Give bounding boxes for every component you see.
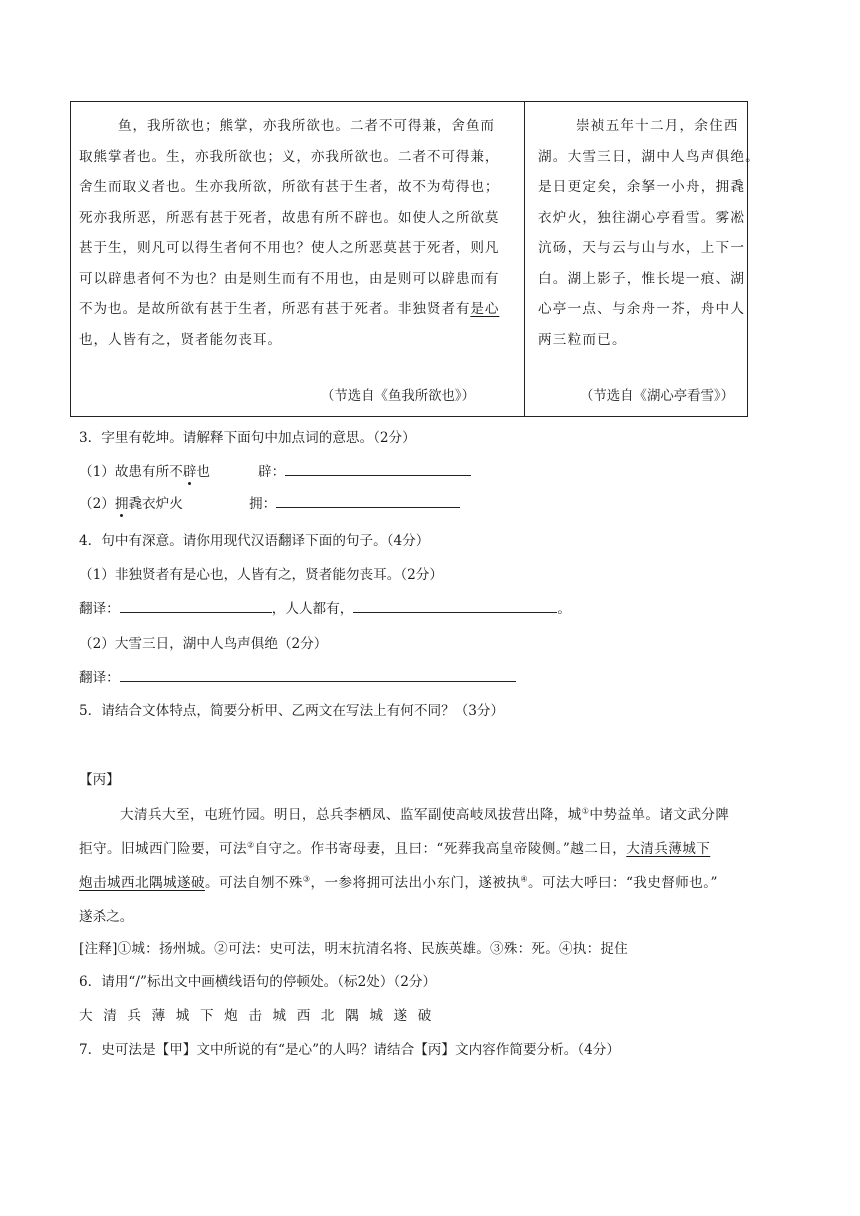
passage-jia-line: 可以辟患者何不为也？由是则生而有不用也，由是则可以辟患而有	[79, 270, 500, 287]
passage-yi-line: 衣炉火，独往湖心亭看雪。雾凇	[538, 209, 746, 226]
passage-jia-source: （节选自《鱼我所欲也》）	[321, 389, 475, 404]
q3-answer-label: 辟：	[258, 464, 286, 480]
bing-text: 中势益单。诸文武分陴	[589, 807, 730, 823]
passage-jia-line: 死亦我所恶，所恶有甚于死者，故患有所不辟也。如使人之所欲莫	[79, 209, 500, 226]
question-7-title: 7．史可法是【甲】文中所说的有“是心”的人吗？请结合【丙】文内容作简要分析。（4分）	[79, 1042, 620, 1058]
passage-yi-line: 湖。大雪三日，湖中人鸟声俱绝。	[538, 148, 760, 165]
passage-jia-text: 不为也。是故所欲有甚于生者，所恶有甚于死者。非独贤者有	[79, 301, 471, 317]
passage-table	[70, 101, 760, 417]
footnote-marker: ①	[581, 806, 590, 816]
bing-text: 自守之。作书寄母妻，且曰：“死葬我高皇帝陵侧。”越二日，	[254, 841, 627, 857]
passage-jia-line: 甚于生，则凡可以得生者何不用也？使人之所恶莫甚于死者，则凡	[79, 240, 500, 256]
q4-translation-1	[79, 597, 571, 617]
passage-yi-line: 沆砀，天与云与山与水，上下一	[538, 240, 746, 256]
question-3-title: 3．字里有乾坤。请解释下面句中加点词的意思。（2分）	[79, 430, 416, 446]
question-5-title: 5．请结合文体特点，简要分析甲、乙两文在写法上有何不同？（3分）	[79, 703, 505, 719]
passage-yi-line: 心亭一点、与余舟一芥，舟中人	[538, 301, 746, 317]
question-6-title: 6．请用“/”标出文中画横线语句的停顿处。（标2处）（2分）	[79, 974, 437, 990]
dotted-word: 辟	[183, 460, 197, 480]
answer-blank[interactable]	[120, 667, 516, 682]
q3-item1-text: （1）故患有所不	[79, 464, 183, 480]
bing-text: 大清兵大至，屯班竹园。明日，总兵李栖凤、监军副使高岐凤拔营出降，城	[120, 807, 582, 823]
answer-blank[interactable]	[353, 598, 557, 613]
q4-mid-text: ，人人都有，	[271, 601, 354, 617]
q3-answer-label: 拥：	[249, 496, 277, 512]
underlined-phrase: 是心	[470, 301, 500, 317]
passage-bing-line	[79, 837, 710, 857]
question-4-item-2: （2）大雪三日，湖中人鸟声俱绝（2分）	[79, 636, 328, 652]
translate-label: 翻译：	[79, 670, 120, 686]
passage-yi-line: 白。湖上影子，惟长堤一痕、湖	[538, 270, 746, 287]
bing-text: 。可法自刎不殊	[204, 875, 303, 891]
passage-bing-line	[120, 803, 729, 823]
passage-jia-line: 取熊掌者也。生，亦我所欲也；义，亦我所欲也。二者不可得兼，	[79, 148, 500, 165]
question-4-title: 4．句中有深意。请你用现代汉语翻译下面的句子。（4分）	[79, 533, 430, 549]
footnote-marker: ②	[246, 840, 255, 850]
passage-bing-line: 遂杀之。	[79, 909, 134, 925]
passage-yi-source: （节选自《湖心亭看雪》）	[580, 389, 734, 404]
passage-jia-line	[79, 294, 517, 325]
q3-item1-text: 也	[196, 464, 210, 480]
bing-text: ，一参将拥可法出小东门，遂被执	[310, 875, 521, 891]
q3-answer-2	[249, 492, 460, 512]
bing-text: 。可法大呼曰：“我史督师也。”	[527, 875, 718, 891]
passage-jia-line: 也，人皆有之，贤者能勿丧耳。	[79, 331, 282, 348]
passage-bing-line	[79, 871, 718, 891]
q4-end-text: 。	[557, 601, 571, 617]
answer-blank[interactable]	[120, 598, 272, 613]
passage-bing-heading: 【丙】	[79, 772, 120, 788]
annotation-note: [注释]①城：扬州城。②可法：史可法，明末抗清名将、民族英雄。③殊：死。④执：捉住	[79, 941, 628, 957]
question-3-item-2	[79, 492, 183, 512]
q3-item2-text: （2）	[79, 496, 115, 512]
q3-item2-text: 毳衣炉火	[128, 496, 183, 512]
underlined-sentence: 大清兵薄城下	[626, 841, 711, 857]
question-4-item-1: （1）非独贤者有是心也，人皆有之，贤者能勿丧耳。（2分）	[79, 567, 443, 583]
passage-jia-line: 鱼，我所欲也；熊掌，亦我所欲也。二者不可得兼，舍鱼而	[118, 118, 495, 134]
q4-translation-2	[79, 666, 516, 686]
question-3-item-1	[79, 460, 210, 480]
column-divider	[524, 102, 525, 416]
dotted-word: 拥	[115, 492, 129, 512]
answer-blank[interactable]	[285, 461, 471, 476]
underlined-sentence: 炮击城西北隅城遂破	[79, 875, 205, 891]
footnote-marker: ④	[520, 874, 528, 884]
footnote-marker: ③	[302, 874, 311, 884]
q6-sentence[interactable]: 大清兵薄城下炮击城西北隅城遂破	[79, 1008, 442, 1024]
passage-jia	[79, 111, 517, 355]
passage-jia-line: 舍生而取义者也。生亦我所欲，所欲有甚于生者，故不为苟得也；	[79, 179, 500, 195]
passage-yi-line: 是日更定矣，余拏一小舟，拥毳	[538, 179, 746, 195]
bing-text: 拒守。旧城西门险要，可法	[79, 841, 247, 857]
passage-yi-line: 两三粒而已。	[538, 331, 627, 348]
passage-yi	[538, 111, 760, 355]
answer-blank[interactable]	[276, 493, 460, 508]
passage-yi-line: 崇祯五年十二月，余住西	[576, 118, 739, 134]
translate-label: 翻译：	[79, 601, 120, 617]
q3-answer-1	[258, 460, 471, 480]
